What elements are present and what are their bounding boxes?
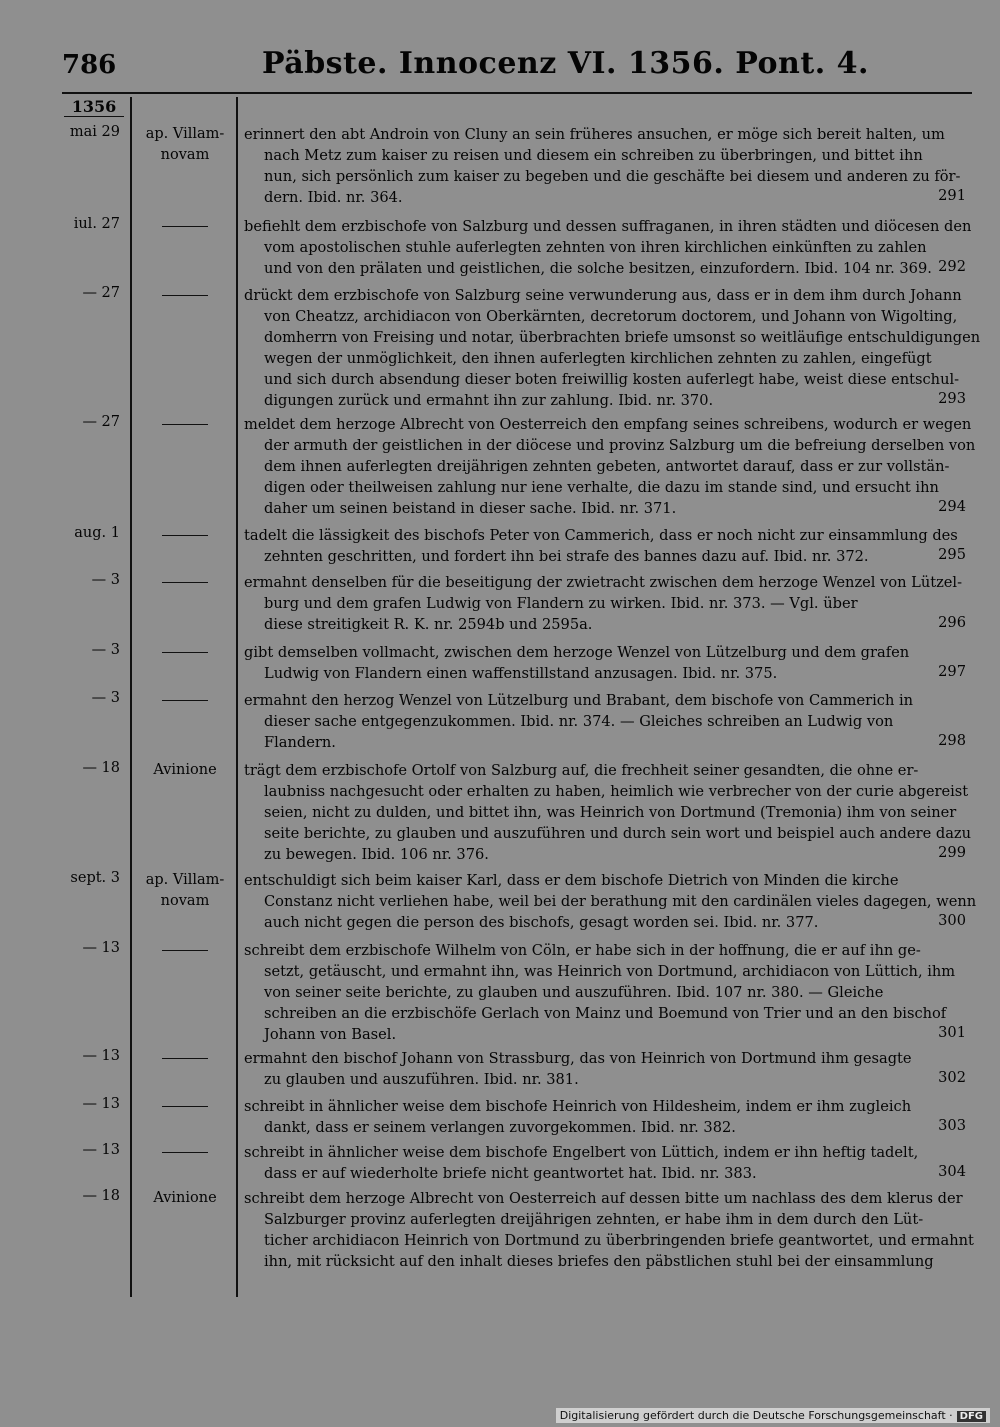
entry-number: 295 [938, 546, 966, 563]
place-line: novam [160, 893, 210, 909]
entry-date: mai 29 [69, 124, 120, 140]
entry-text-line: seite berichte, zu glauben und auszuführen und durch sein wort und beispiel auch andere dazu [264, 825, 971, 842]
same-place-dash [162, 1106, 208, 1107]
page-title: Päbste. Innocenz VI. 1356. Pont. 4. [262, 46, 869, 81]
entry-text-line: Constanz nicht verliehen habe, weil bei der berathung mit den cardinälen vieles dagegen, wenn [264, 893, 977, 910]
entry-text-line: von seiner seite berichte, zu glauben und auszuführen. Ibid. 107 nr. 380. — Gleiche [264, 984, 884, 1001]
same-place-dash [162, 535, 208, 536]
entry-text-line: zu glauben und auszuführen. Ibid. nr. 381. [264, 1071, 579, 1088]
entry-text-line: Johann von Basel. [264, 1026, 397, 1043]
entry-text [244, 1142, 966, 1184]
entry-number: 293 [938, 390, 966, 407]
entry-place [134, 870, 236, 912]
footer-text: Digitalisierung gefördert durch die Deutsche Forschungsgemeinschaft · [559, 1409, 953, 1422]
entry-text-line: Flandern. [264, 734, 336, 751]
entry-text-line: ermahnt den bischof Johann von Strassburg, das von Heinrich von Dortmund ihm gesagte [244, 1050, 912, 1067]
entry-text [244, 940, 966, 1045]
entry-text-line: von Cheatzz, archidiacon von Oberkärnten, decretorum doctorem, und Johann von Wigolting, [264, 308, 958, 325]
column-divider-place [236, 97, 238, 1297]
entry-date: — 3 [91, 572, 120, 588]
entry-text-line: zu bewegen. Ibid. 106 nr. 376. [264, 846, 489, 863]
entry-text-line: schreibt dem erzbischofe Wilhelm von Cöln, er habe sich in der hoffnung, die er auf ihn ge- [244, 942, 921, 959]
same-place-dash [162, 424, 208, 425]
entry-text [244, 525, 966, 567]
entry-text-line: schreiben an die erzbischöfe Gerlach von Mainz und Boemund von Trier und an den bischof [264, 1005, 947, 1022]
entry-text-line: daher um seinen beistand in dieser sache. Ibid. nr. 371. [264, 500, 677, 517]
entry-text-line: drückt dem erzbischofe von Salzburg seine verwunderung aus, dass er in dem ihm durch Johann [244, 287, 962, 304]
entry-place [134, 124, 236, 166]
entry-number: 303 [938, 1117, 966, 1134]
entry-number: 304 [938, 1163, 966, 1180]
same-place-dash [162, 652, 208, 653]
entry-text [244, 642, 966, 684]
entry-date: — 13 [82, 1142, 120, 1158]
same-place-dash [162, 582, 208, 583]
entry-text-line: ihn, mit rücksicht auf den inhalt dieses briefes den päbstlichen stuhl bei der einsammlung [264, 1253, 934, 1270]
column-divider-date [130, 97, 132, 1297]
entry-date: — 27 [82, 285, 120, 301]
entry-text-line: befiehlt dem erzbischofe von Salzburg und dessen suffraganen, in ihren städten und diöcesen den [244, 218, 972, 235]
entry-text-line: tadelt die lässigkeit des bischofs Peter von Cammerich, dass er noch nicht zur einsammlung des [244, 527, 958, 544]
place-line: novam [160, 147, 210, 163]
same-place-dash [162, 295, 208, 296]
entry-number: 301 [938, 1024, 966, 1041]
same-place-dash [162, 950, 208, 951]
place-line: ap. Villam- [145, 872, 225, 888]
entry-date: — 13 [82, 940, 120, 956]
entry-text-line: zehnten geschritten, und fordert ihn bei strafe des bannes dazu auf. Ibid. nr. 372. [264, 548, 869, 565]
entry-text [244, 572, 966, 635]
entry-text-line: meldet dem herzoge Albrecht von Oesterreich den empfang seines schreibens, wodurch er wegen [244, 416, 972, 433]
entry-text-line: entschuldigt sich beim kaiser Karl, dass er dem bischofe Dietrich von Minden die kirche [244, 872, 899, 889]
entry-text-line: digungen zurück und ermahnt ihn zur zahlung. Ibid. nr. 370. [264, 392, 714, 409]
entry-text-line: setzt, getäuscht, und ermahnt ihn, was Heinrich von Dortmund, archidiacon von Lüttich, ihm [264, 963, 956, 980]
entry-text [244, 124, 966, 208]
same-place-dash [162, 1152, 208, 1153]
entry-number: 296 [938, 614, 966, 631]
entry-text-line: auch nicht gegen die person des bischofs, gesagt worden sei. Ibid. nr. 377. [264, 914, 819, 931]
entry-text-line: vom apostolischen stuhle auferlegten zehnten von ihren kirchlichen einkünften zu zahlen [264, 239, 927, 256]
entry-date: — 18 [82, 1188, 120, 1204]
entry-text-line: trägt dem erzbischofe Ortolf von Salzburg auf, die frechheit seiner gesandten, die ohne er- [244, 762, 919, 779]
entry-text-line: und von den prälaten und geistlichen, die solche besitzen, einzufordern. Ibid. 104 nr. 369. [264, 260, 932, 277]
entry-text-line: dem ihnen auferlegten dreijährigen zehnten gebeten, antwortet darauf, dass er zur vollstän- [264, 458, 950, 475]
entry-text-line: dankt, dass er seinem verlangen zuvorgekommen. Ibid. nr. 382. [264, 1119, 736, 1136]
entry-number: 294 [938, 498, 966, 515]
entry-place [134, 1188, 236, 1209]
place-line: Avinione [153, 762, 217, 778]
entry-number: 298 [938, 732, 966, 749]
entry-text [244, 285, 981, 411]
entry-text [244, 414, 976, 519]
entry-date: — 18 [82, 760, 120, 776]
entry-text-line: dern. Ibid. nr. 364. [264, 189, 403, 206]
entry-number: 302 [938, 1069, 966, 1086]
entry-text-line: schreibt in ähnlicher weise dem bischofe Heinrich von Hildesheim, indem er ihm zugleich [244, 1098, 912, 1115]
entry-text-line: schreibt in ähnlicher weise dem bischofe Engelbert von Lüttich, indem er ihn heftig tadelt, [244, 1144, 919, 1161]
entry-place [134, 760, 236, 781]
entry-date: — 13 [82, 1048, 120, 1064]
entry-text-line: Ludwig von Flandern einen waffenstillstand anzusagen. Ibid. nr. 375. [264, 665, 778, 682]
dfg-logo: DFG [957, 1411, 986, 1422]
entry-text-line: seien, nicht zu dulden, und bittet ihn, was Heinrich von Dortmund (Tremonia) ihm von seiner [264, 804, 957, 821]
entry-date: — 3 [91, 642, 120, 658]
entry-text-line: dass er auf wiederholte briefe nicht geantwortet hat. Ibid. nr. 383. [264, 1165, 757, 1182]
entry-text-line: laubniss nachgesucht oder erhalten zu haben, heimlich wie verbrecher von der curie abgereist [264, 783, 969, 800]
entry-text [244, 690, 966, 753]
same-place-dash [162, 226, 208, 227]
year-label: 1356 [64, 97, 124, 117]
entry-text [244, 216, 972, 279]
entry-text [244, 760, 971, 865]
entry-text-line: ticher archidiacon Heinrich von Dortmund zu überbringenden briefe geantwortet, und ermahnt [264, 1232, 974, 1249]
footer-credit [556, 1408, 990, 1423]
entry-date: — 27 [82, 414, 120, 430]
entry-number: 292 [938, 258, 966, 275]
same-place-dash [162, 700, 208, 701]
entry-text [244, 1048, 966, 1090]
entry-text-line: dieser sache entgegenzukommen. Ibid. nr. 374. — Gleiches schreiben an Ludwig von [264, 713, 894, 730]
page-number: 786 [62, 50, 117, 80]
entry-number: 291 [938, 187, 966, 204]
entry-number: 299 [938, 844, 966, 861]
entry-text-line: schreibt dem herzoge Albrecht von Oesterreich auf dessen bitte um nachlass des dem klerus der [244, 1190, 963, 1207]
entry-text-line: gibt demselben vollmacht, zwischen dem herzoge Wenzel von Lützelburg und dem grafen [244, 644, 910, 661]
place-line: ap. Villam- [145, 126, 225, 142]
entry-text-line: diese streitigkeit R. K. nr. 2594b und 2595a. [264, 616, 593, 633]
entry-date: — 13 [82, 1096, 120, 1112]
entry-date: — 3 [91, 690, 120, 706]
entry-text [244, 1096, 966, 1138]
entry-text [244, 1188, 974, 1272]
entry-text-line: ermahnt den herzog Wenzel von Lützelburg und Brabant, dem bischofe von Cammerich in [244, 692, 914, 709]
entry-text-line: Salzburger provinz auferlegten dreijährigen zehnten, er habe ihm in dem durch den Lüt- [264, 1211, 924, 1228]
entry-date: iul. 27 [73, 216, 120, 232]
entry-text-line: wegen der unmöglichkeit, den ihnen auferlegten kirchlichen zehnten zu zahlen, eingefügt [264, 350, 932, 367]
entry-date: sept. 3 [70, 870, 120, 886]
same-place-dash [162, 1058, 208, 1059]
entry-text-line: nach Metz zum kaiser zu reisen und diesem ein schreiben zu überbringen, und bittet ihn [264, 147, 923, 164]
entry-date: aug. 1 [74, 525, 120, 541]
entry-text-line: digen oder theilweisen zahlung nur iene verhalte, die dazu im stande sind, und ersucht ihn [264, 479, 939, 496]
entry-text [244, 870, 977, 933]
entry-text-line: der armuth der geistlichen in der diöcese und provinz Salzburg um die befreiung derselben von [264, 437, 976, 454]
entry-text-line: und sich durch absendung dieser boten freiwillig kosten auferlegt habe, weist diese entschul- [264, 371, 960, 388]
entry-number: 297 [938, 663, 966, 680]
entry-text-line: ermahnt denselben für die beseitigung der zwietracht zwischen dem herzoge Wenzel von Lützel- [244, 574, 963, 591]
entry-text-line: nun, sich persönlich zum kaiser zu begeben und die geschäfte bei diesem und anderen zu för- [264, 168, 961, 185]
entry-number: 300 [938, 912, 966, 929]
place-line: Avinione [153, 1190, 217, 1206]
entry-text-line: erinnert den abt Androin von Cluny an sein früheres ansuchen, er möge sich bereit halten, um [244, 126, 945, 143]
entry-text-line: domherrn von Freising und notar, überbrachten briefe umsonst so weitläufige entschuldigungen [264, 329, 981, 346]
entry-text-line: burg und dem grafen Ludwig von Flandern zu wirken. Ibid. nr. 373. — Vgl. über [264, 595, 858, 612]
header-rule [62, 92, 972, 94]
